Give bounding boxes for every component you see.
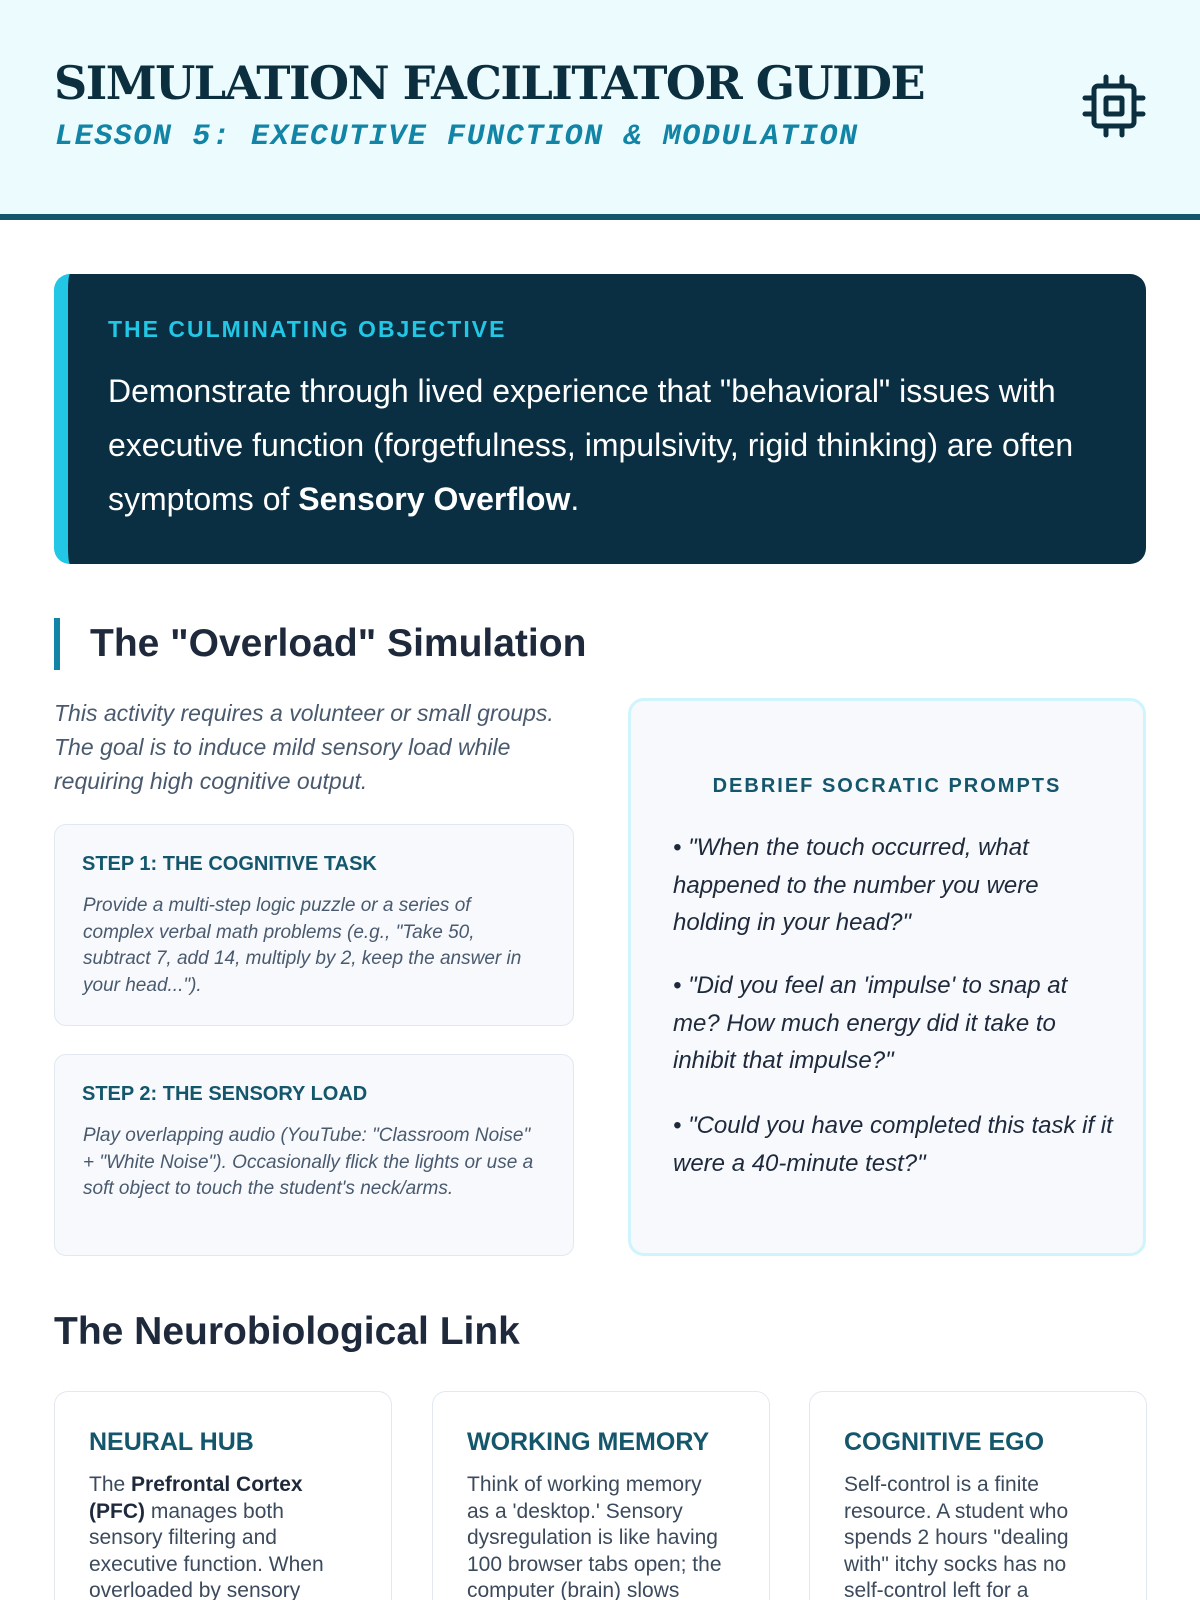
neuro-heading: The Neurobiological Link: [54, 1310, 520, 1353]
debrief-panel: [628, 698, 1146, 1256]
page-header: [0, 0, 1200, 220]
step-title: STEP 1: THE COGNITIVE TASK: [82, 853, 377, 875]
objective-text-emphasis: Sensory Overflow: [298, 481, 571, 517]
debrief-title: DEBRIEF SOCRATIC PROMPTS: [712, 775, 1062, 797]
card-body: [467, 1472, 727, 1600]
card-body: [89, 1472, 349, 1600]
simulation-intro: This activity requires a volunteer or small groups. The goal is to induce mild sensory load while requiring high cognitive output.: [54, 700, 554, 794]
step-body: Play overlapping audio (YouTube: "Classroom Noise" + "White Noise"). Occasionally flick the lights or use a soft object to touch the student's neck/arms.: [83, 1125, 534, 1199]
objective-callout: [54, 274, 1146, 564]
card-body-start: The: [89, 1473, 132, 1496]
card-body: [844, 1472, 1104, 1600]
neuro-card-neural-hub: [54, 1391, 392, 1600]
card-body-start: Think of working memory as a 'desktop.' Sensory dysregulation is like having 100 browser tabs open; the computer (brain) slows: [467, 1473, 722, 1600]
page-subtitle: LESSON 5: EXECUTIVE FUNCTION & MODULATION: [55, 120, 859, 154]
debrief-prompt: • "Could you have completed this task if it were a 40-minute test?": [673, 1112, 1113, 1177]
chip-icon: [1082, 74, 1146, 138]
card-body-end: manages both sensory filtering and executive function. When overloaded by sensory: [89, 1499, 324, 1600]
debrief-prompt: • "Did you feel an 'impulse' to snap at me? How much energy did it take to inhibit that impulse?": [673, 972, 1068, 1074]
step-card-2: [54, 1054, 574, 1256]
simulation-heading: The "Overload" Simulation: [54, 618, 586, 670]
card-body-start: Self-control is a finite resource. A student who spends 2 hours "dealing with" itchy socks has no self-control left for a: [844, 1473, 1069, 1600]
debrief-prompt: • "When the touch occurred, what happened to the number you were holding in your head?": [673, 834, 1039, 936]
card-title: WORKING MEMORY: [467, 1428, 710, 1456]
objective-text-start: Demonstrate through lived experience that "behavioral" issues with executive function (forgetfulness, impulsivity, rigid thinking) are often symptoms of: [108, 373, 1074, 517]
step-card-1: [54, 824, 574, 1026]
step-body: Provide a multi-step logic puzzle or a series of complex verbal math problems (e.g., "Take 50, subtract 7, add 14, multiply by 2, keep the answer in your head...").: [83, 895, 522, 996]
step-title: STEP 2: THE SENSORY LOAD: [82, 1083, 368, 1105]
page-title: SIMULATION FACILITATOR GUIDE: [54, 56, 925, 110]
card-title: COGNITIVE EGO: [844, 1428, 1045, 1456]
card-title: NEURAL HUB: [89, 1428, 254, 1456]
neuro-card-working-memory: [432, 1391, 770, 1600]
objective-label: THE CULMINATING OBJECTIVE: [108, 316, 507, 342]
objective-text-end: .: [570, 481, 580, 517]
card-body-emphasis: Prefrontal Cortex (PFC): [89, 1473, 303, 1523]
objective-text: [108, 364, 1118, 526]
neuro-card-cognitive-ego: [809, 1391, 1147, 1600]
